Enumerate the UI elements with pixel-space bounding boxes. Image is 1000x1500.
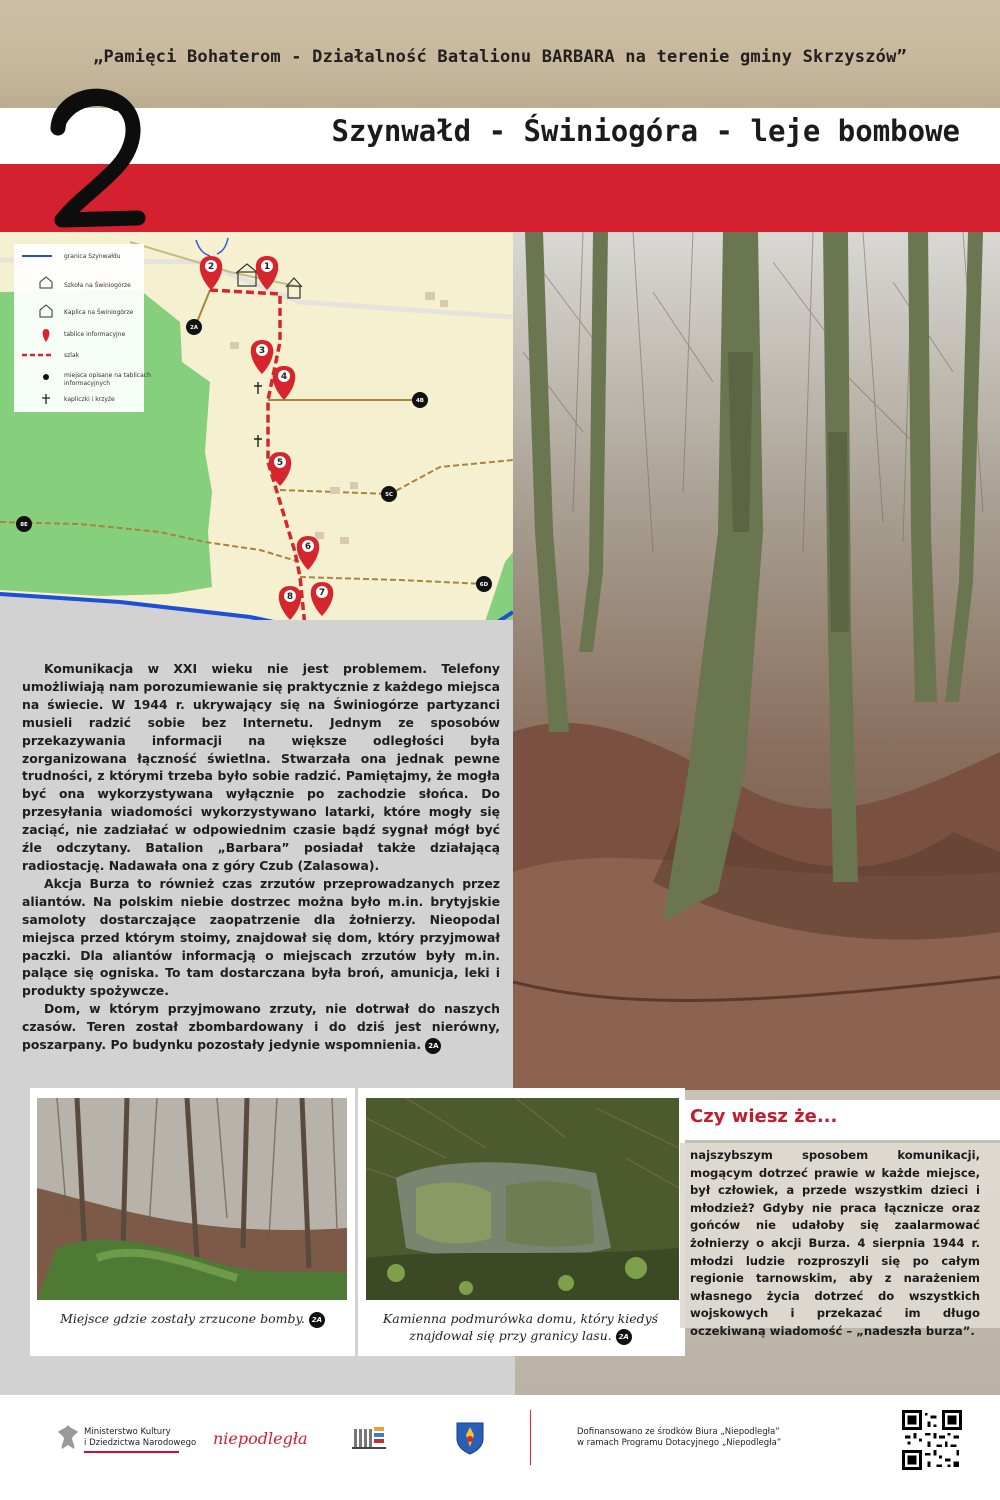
legend-label: szlak xyxy=(64,352,80,359)
svg-text:informacyjnych: informacyjnych xyxy=(64,380,111,387)
svg-text:6: 6 xyxy=(304,542,312,552)
ministry-name-line1: Ministerstwo Kultury xyxy=(84,1427,171,1437)
map-point-8E xyxy=(16,516,32,532)
map-point-2A xyxy=(186,319,202,335)
footer-divider xyxy=(530,1410,531,1465)
photo-caption-2: Kamienna podmurówka domu, który kiedyś znajdował się przy granicy lasu. xyxy=(382,1311,659,1343)
svg-text:7: 7 xyxy=(318,588,326,598)
station-number: 2 xyxy=(40,88,41,89)
legend-label: Szkoła na Świniogórze xyxy=(64,282,131,289)
legend-label: Kaplica na Świniogórze xyxy=(64,309,134,316)
ministry-name-line2: i Dziedzictwa Narodowego xyxy=(84,1438,197,1448)
funding-line-1: Dofinansowano ze środków Biura „Niepodległa” xyxy=(577,1427,780,1437)
map-point-4B xyxy=(412,392,428,408)
culture-center-logo-icon xyxy=(352,1425,386,1451)
bomb-site-photo xyxy=(37,1098,347,1300)
svg-text:4B: 4B xyxy=(415,398,425,404)
photo-card-1 xyxy=(30,1088,355,1356)
point-badge: 2A xyxy=(425,1038,441,1054)
legend-label: tablice informacyjne xyxy=(64,331,126,338)
point-badge: 2A xyxy=(309,1312,325,1328)
svg-text:3: 3 xyxy=(258,346,266,356)
stone-foundation-photo xyxy=(366,1098,679,1300)
did-you-know-title: Czy wiesz że... xyxy=(690,1106,838,1127)
paragraph-1: Komunikacja w XXI wieku nie jest problemem. Telefony umożliwiają nam porozumiewanie się praktycznie z każdego miejsca na świecie. W 1944 r. ukrywający się na Świniogórze partyzanci musieli radzić sobie bez Internetu. Jednym ze sposobów przekazywania informacji na większe odległości była zorganizowana łączność świetlna. Stwarzała ona jednak pewne trudności, z którymi trzeba było sobie radzić. Pamiętajmy, że mogła być ona wykorzystywana wyłącznie po zachodzie słońca. Do przesyłania wiadomości wykorzystywano latarki, które mogły się zaciąć, nie zadziałać w odpowiednim czasie bądź sygnał mógł być źle odczytany. Batalion „Barbara” posiadał także działającą radiostację. Nadawała ona z góry Czub (Zalasowa). xyxy=(22,661,500,873)
map-point-5C xyxy=(381,486,397,502)
svg-text:8: 8 xyxy=(286,592,294,602)
did-you-know-text: najszybszym sposobem komunikacji, mogącym dotrzeć prawie w każde miejsce, był człowiek, a przede wszystkim dzieci i młodzież? Gdyby nie praca łącznicze oraz gońców nie udałoby się zaalarmować żołnierzy o akcji Burza. 4 sierpnia 1944 r. młodzi ludzie rozproszyli się po całym regionie tarnowskim, aby z narażeniem własnego życia dotrzeć do wszystkich wojskowych i przekazać im długo oczekiwaną wiadomość – „nadeszła burza”. xyxy=(690,1148,980,1338)
svg-text:miejsca opisane na tablicach: miejsca opisane na tablicach xyxy=(64,372,151,379)
map-canvas xyxy=(0,232,513,652)
qr-code[interactable] xyxy=(902,1410,962,1470)
photo-card-2 xyxy=(358,1088,685,1356)
legend-label: granica Szynwałdu xyxy=(64,253,121,260)
photo-caption-1: Miejsce gdzie zostały zrzucone bomby. xyxy=(60,1311,305,1326)
ministry-underline xyxy=(84,1451,179,1453)
red-stripe xyxy=(0,164,1000,232)
municipal-coat-of-arms-icon xyxy=(455,1421,485,1455)
map-point-6D xyxy=(476,576,492,592)
svg-text:5: 5 xyxy=(276,458,284,468)
point-badge: 2A xyxy=(616,1329,632,1345)
footer xyxy=(0,1395,1000,1500)
funding-line-2: w ramach Programu Dotacyjnego „Niepodległa” xyxy=(577,1438,782,1448)
station-number-glyph xyxy=(40,88,150,238)
svg-text:6D: 6D xyxy=(479,582,489,588)
eagle-emblem-icon xyxy=(55,1423,81,1451)
route-map xyxy=(0,232,513,652)
svg-text:4: 4 xyxy=(280,372,288,382)
svg-text:1: 1 xyxy=(263,262,271,272)
legend-label: kapliczki i krzyże xyxy=(64,396,115,403)
paragraph-2: Akcja Burza to również czas zrzutów przeprowadzanych przez aliantów. Na polskim niebie dostrzec można było m.in. brytyjskie samoloty dostarczające zaopatrzenie dla żołnierzy. Nieopodal miejsca przed którym stoimy, znajdował się dom, który przyjmował paczki. Dla aliantów informacją o miejscach zrzutów były m.in. palące się ogniska. To tam dostarczana była broń, amunicja, leki i produkty spożywcze. xyxy=(22,875,500,999)
niepodlegla-logo: niepodległa xyxy=(213,1429,308,1448)
station-title: Szynwałd - Świniogóra - leje bombowe xyxy=(331,114,960,148)
svg-text:2A: 2A xyxy=(189,325,199,331)
svg-text:2: 2 xyxy=(207,262,215,272)
main-text xyxy=(22,660,500,1054)
series-title: „Pamięci Bohaterom - Działalność Batalionu BARBARA na terenie gminy Skrzyszów” xyxy=(93,47,907,67)
svg-text:8E: 8E xyxy=(20,522,28,528)
svg-text:5C: 5C xyxy=(385,492,393,498)
forest-ravine-photo xyxy=(513,232,1000,1090)
paragraph-3: Dom, w którym przyjmowano zrzuty, nie dotrwał do naszych czasów. Teren został zbombardowany i do dziś jest nierówny, poszarpany. Po budynku pozostały jedynie wspomnienia. xyxy=(22,1001,500,1053)
